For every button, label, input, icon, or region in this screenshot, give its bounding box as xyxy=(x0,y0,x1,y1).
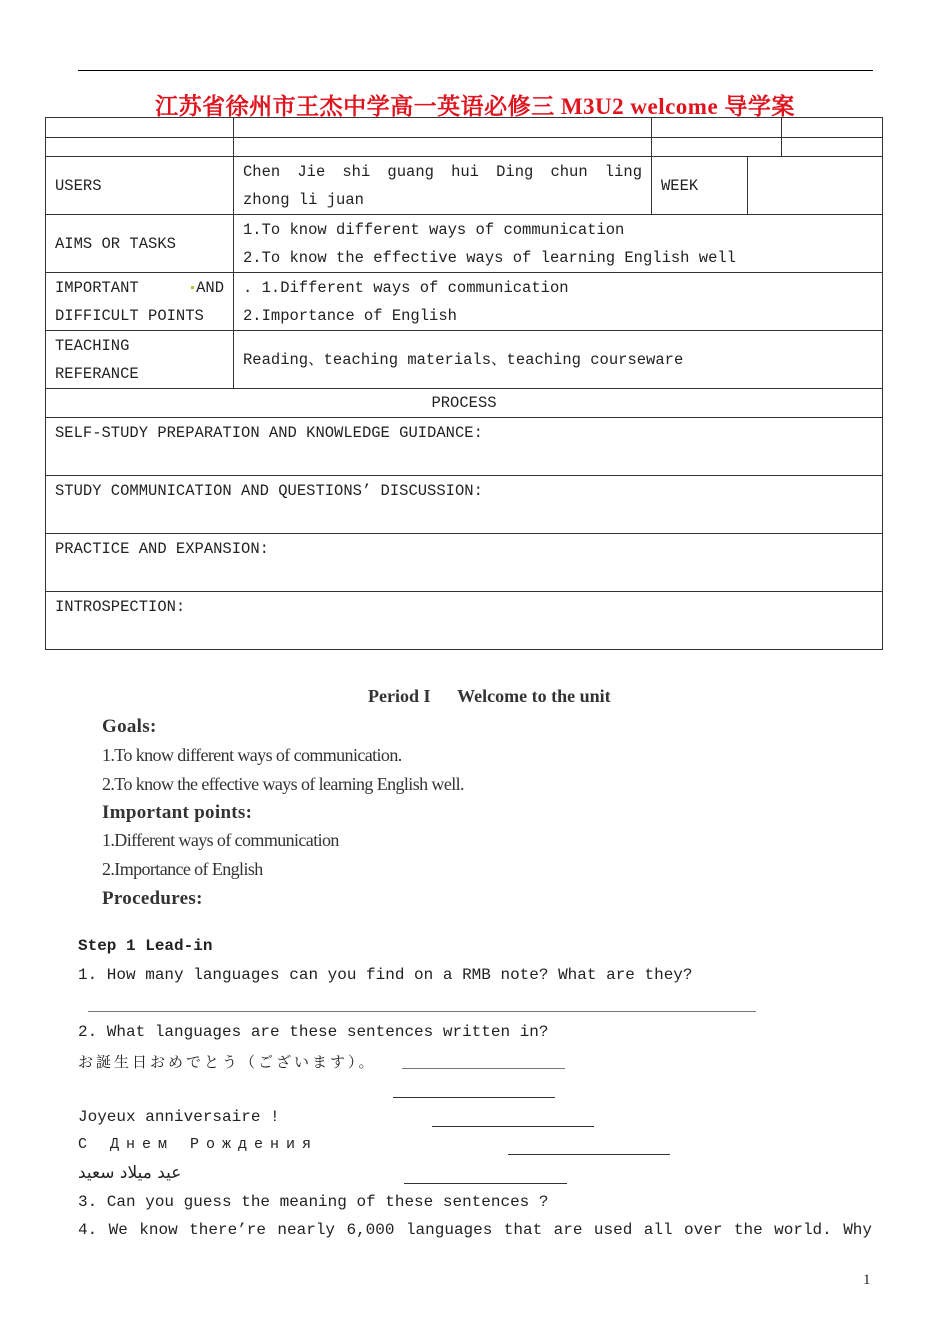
important-label xyxy=(46,273,234,331)
table-row xyxy=(46,215,883,273)
table-cell xyxy=(234,138,652,157)
aim-1: 1.To know different ways of communication xyxy=(243,220,625,239)
table-cell xyxy=(782,118,883,138)
important-point-2: 2.Importance of English xyxy=(102,859,263,879)
aims-label: AIMS OR TASKS xyxy=(46,215,234,273)
practice-section: PRACTICE AND EXPANSION: xyxy=(46,534,883,592)
table-row xyxy=(46,534,883,592)
answer-blank-arabic xyxy=(404,1183,567,1184)
reference-value: Reading、teaching materials、teaching courseware xyxy=(234,331,883,389)
table-row xyxy=(46,118,883,138)
answer-blank-russian xyxy=(508,1154,670,1155)
document-title: 江苏省徐州市王杰中学高一英语必修三 M3U2 welcome 导学案 xyxy=(155,94,795,119)
users-value xyxy=(234,157,652,215)
users-line-1: Chen Jie shi guang hui Ding chun ling xyxy=(243,162,642,181)
question-2: 2. What languages are these sentences written in? xyxy=(78,1023,549,1041)
russian-sentence: С Днем Рождения xyxy=(78,1136,319,1153)
answer-blank-1 xyxy=(88,1011,756,1012)
users-line-2: zhong li juan xyxy=(243,190,364,209)
aim-2: 2.To know the effective ways of learning English well xyxy=(243,248,736,267)
process-header: PROCESS xyxy=(46,389,883,418)
table-cell xyxy=(782,138,883,157)
question-1: 1. How many languages can you find on a RMB note? What are they? xyxy=(78,966,693,984)
procedures-heading: Procedures: xyxy=(102,888,203,909)
aims-value xyxy=(234,215,883,273)
question-4: 4. We know there’re nearly 6,000 languages that are used all over the world. Why xyxy=(78,1221,872,1239)
week-label: WEEK xyxy=(652,157,748,215)
speck-mark xyxy=(191,286,194,289)
table-row xyxy=(46,273,883,331)
table-row xyxy=(46,138,883,157)
introspection-section: INTROSPECTION: xyxy=(46,592,883,650)
arabic-sentence: عيد ميلاد سعيد xyxy=(78,1163,182,1183)
table-cell xyxy=(652,138,782,157)
lesson-info-table xyxy=(45,117,883,650)
important-point-2: 2.Importance of English xyxy=(243,306,457,325)
table-cell xyxy=(234,118,652,138)
answer-blank-french xyxy=(432,1126,594,1127)
table-cell xyxy=(652,118,782,138)
table-row xyxy=(46,418,883,476)
users-label: USERS xyxy=(46,157,234,215)
goal-2: 2.To know the effective ways of learning English well. xyxy=(102,774,464,794)
header-rule xyxy=(78,70,873,71)
step-1-heading: Step 1 Lead-in xyxy=(78,937,213,955)
self-study-section: SELF-STUDY PREPARATION AND KNOWLEDGE GUIDANCE: xyxy=(46,418,883,476)
table-cell xyxy=(46,118,234,138)
important-label-line-2: DIFFICULT POINTS xyxy=(55,306,204,325)
reference-label-line-2: REFERANCE xyxy=(55,364,139,383)
question-3: 3. Can you guess the meaning of these sentences ? xyxy=(78,1193,549,1211)
reference-label xyxy=(46,331,234,389)
important-points-heading: Important points: xyxy=(102,802,253,823)
table-row xyxy=(46,331,883,389)
week-value xyxy=(748,157,883,215)
important-label-and: AND xyxy=(196,278,224,297)
answer-blank-extra xyxy=(393,1097,555,1098)
important-label-line-1: IMPORTANT xyxy=(55,278,139,297)
goal-1: 1.To know different ways of communication. xyxy=(102,745,402,765)
table-row xyxy=(46,592,883,650)
important-point-1: . 1.Different ways of communication xyxy=(243,278,569,297)
table-row xyxy=(46,157,883,215)
period-heading: Period I Welcome to the unit xyxy=(368,686,611,706)
page-number: 1 xyxy=(863,1272,871,1288)
reference-label-line-1: TEACHING xyxy=(55,336,130,355)
table-row xyxy=(46,389,883,418)
japanese-sentence: お誕生日おめでとう（ございます）。 xyxy=(78,1053,377,1071)
important-value xyxy=(234,273,883,331)
answer-blank-japanese xyxy=(402,1068,565,1069)
important-point-1: 1.Different ways of communication xyxy=(102,830,339,850)
communication-section: STUDY COMMUNICATION AND QUESTIONS’ DISCUSSION: xyxy=(46,476,883,534)
french-sentence: Joyeux anniversaire ! xyxy=(78,1108,280,1126)
goals-heading: Goals: xyxy=(102,716,157,737)
table-cell xyxy=(46,138,234,157)
table-row xyxy=(46,476,883,534)
